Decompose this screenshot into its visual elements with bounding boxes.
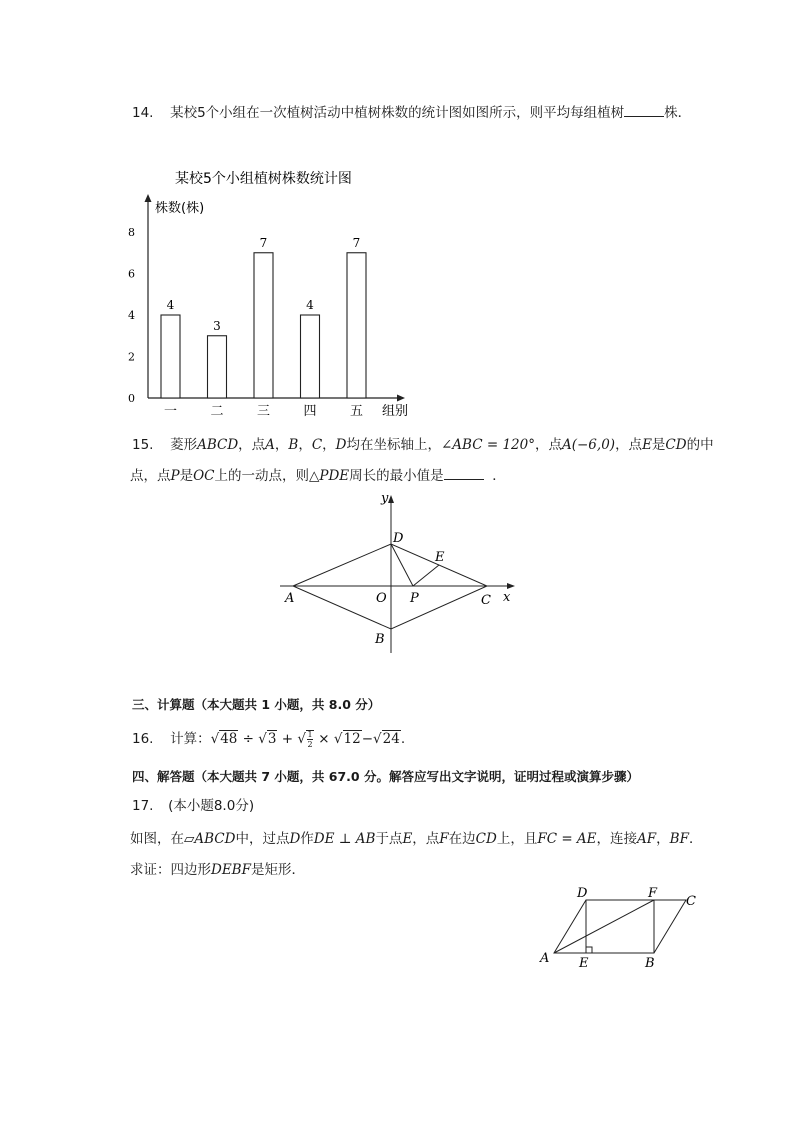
text: 是 (179, 468, 194, 484)
label-a: A (540, 951, 550, 966)
math-de-perp-ab: DE ⊥ AB (313, 831, 376, 847)
text: ，点 (615, 437, 643, 453)
label-e: E (435, 550, 445, 565)
y-tick-label: 0 (128, 392, 135, 405)
label-d: D (577, 886, 588, 901)
math-cd: CD (475, 831, 497, 847)
bar (161, 315, 180, 398)
x-category-label: 五 (349, 404, 364, 419)
parallelogram-figure (530, 882, 710, 972)
fraction-denominator: 2 (307, 740, 313, 749)
operator: − (361, 731, 374, 747)
label-y: y (381, 491, 389, 506)
question-14 (132, 103, 691, 123)
math-fc-eq-ae: FC = AE (537, 831, 597, 847)
text: 作 (300, 831, 314, 847)
math-oc: OC (193, 468, 215, 484)
math-e: E (642, 437, 652, 453)
question-16: 16. 计算：√48 ÷ √3 + √ $\frac{1}{2}$ × √12−√24. (132, 730, 406, 749)
math-f: F (439, 831, 449, 847)
question-15-line-2 (130, 466, 506, 486)
label-p: P (410, 591, 419, 606)
text: 中，过点 (235, 831, 290, 847)
text: 是矩形． (250, 862, 305, 878)
text: 周长的最小值是 (349, 468, 444, 484)
question-number: 16. (132, 731, 154, 747)
label-b: B (375, 632, 385, 647)
question-number: 14. (132, 105, 154, 121)
text: ，点 (534, 437, 562, 453)
bar (301, 315, 320, 398)
text: 均在坐标轴上， (346, 437, 441, 453)
text: 求证：四边形 (130, 862, 211, 878)
bar-chart (110, 160, 440, 425)
text: . (400, 731, 406, 747)
chart-title: 某校5个小组植树株数统计图 (175, 171, 352, 187)
text: ． (688, 831, 703, 847)
answer-blank (624, 103, 664, 117)
operator: × (314, 731, 334, 747)
text: 点，点 (130, 468, 171, 484)
math-pde: PDE (319, 468, 350, 484)
segment-af (554, 900, 654, 953)
text: 的中 (686, 437, 714, 453)
bar-data-label: 4 (306, 298, 314, 312)
math-cd: CD (665, 437, 687, 453)
bar-data-label: 7 (259, 235, 268, 250)
math-af: AF (637, 831, 657, 847)
bar (347, 253, 366, 398)
question-15-line-1 (132, 435, 714, 455)
text: ， (298, 437, 312, 453)
radicand-48: 48 (220, 731, 238, 747)
bar-data-label: 4 (166, 298, 175, 312)
text: ， (274, 437, 289, 453)
label-c: C (686, 894, 696, 909)
chart-ylabel: 株数(株) (155, 201, 205, 216)
label-a: A (285, 591, 295, 606)
label-c: C (481, 593, 491, 608)
y-axis-arrow (145, 194, 152, 202)
label-d: D (393, 531, 404, 546)
math-e: E (402, 831, 413, 847)
answer-blank (444, 466, 484, 480)
math-c: C (311, 437, 323, 453)
label-f: F (648, 886, 658, 901)
bar (254, 253, 273, 398)
text: 上，且 (496, 831, 538, 847)
section-4-title: 四、解答题（本大题共 7 小题，共 67.0 分。解答应写出文字说明，证明过程或演算步骤） (132, 769, 639, 784)
text: 上的一动点，则 (214, 468, 309, 484)
text: 于点 (375, 831, 403, 847)
fraction-numerator: 1 (307, 730, 313, 739)
operator: ÷ (238, 731, 259, 747)
math-p: P (170, 468, 180, 484)
math-b: B (288, 437, 299, 453)
question-text: 某校5个小组在一次植树活动中植树株数的统计图如图所示，则平均每组植树 (170, 105, 625, 121)
text: ， (656, 831, 670, 847)
text: ，点 (238, 437, 266, 453)
text: 如图，在 (130, 831, 184, 847)
x-axis-arrow (397, 395, 405, 402)
operator: + (277, 731, 298, 747)
text: 在边 (448, 831, 476, 847)
bar-data-label: 3 (213, 318, 221, 333)
radicand-12: 12 (343, 731, 361, 747)
math-d: D (289, 831, 301, 847)
segment-dp (391, 544, 413, 586)
x-axis-arrow (507, 583, 515, 589)
text: 计算： (170, 731, 211, 747)
math-d: D (335, 437, 347, 453)
x-category-label: 三 (256, 404, 271, 419)
y-axis-arrow (388, 495, 394, 503)
text: ，点 (412, 831, 440, 847)
segment-pe (413, 565, 439, 586)
radicand-3: 3 (267, 731, 277, 747)
math-abcd: ABCD (197, 437, 239, 453)
parallelogram-abcd (554, 900, 686, 953)
label-o: O (376, 591, 387, 606)
section-3-title: 三、计算题（本大题共 1 小题，共 8.0 分） (132, 697, 381, 712)
right-angle-mark (586, 947, 592, 953)
text: ， (322, 437, 336, 453)
text: ，连接 (596, 831, 638, 847)
x-category-label: 四 (303, 404, 317, 419)
bar (208, 336, 227, 398)
text: 是 (651, 437, 666, 453)
math-a: A (265, 437, 275, 453)
question-number: 15. (132, 437, 154, 453)
math-point-a: A(−6,0) (561, 437, 616, 453)
rhombus-figure (270, 488, 530, 658)
question-score: (本小题8.0分) (168, 798, 255, 814)
label-e: E (579, 956, 589, 971)
chart-xlabel: 组别 (382, 404, 409, 419)
question-17-header (132, 796, 254, 816)
math-bf: BF (669, 831, 689, 847)
question-17-line-1 (130, 829, 702, 849)
math-debf: DEBF (211, 862, 251, 878)
question-text-end: 株． (664, 105, 692, 121)
radicand-24: 24 (382, 731, 400, 747)
label-b: B (645, 956, 655, 971)
x-category-label: 二 (210, 404, 224, 419)
text: 菱形 (170, 437, 198, 453)
y-tick-label: 8 (128, 226, 135, 239)
math-angle: ∠ABC = 120° (441, 437, 535, 453)
y-tick-label: 2 (128, 350, 135, 364)
triangle-symbol: △ (309, 468, 320, 484)
label-x: x (503, 590, 511, 605)
y-tick-label: 4 (128, 309, 135, 322)
text: ． (492, 468, 506, 484)
bar-data-label: 7 (352, 235, 361, 250)
question-number: 17. (132, 798, 154, 814)
x-category-label: 一 (163, 404, 178, 419)
y-tick-label: 6 (128, 267, 135, 281)
math-parallelogram: ▱ABCD (184, 831, 236, 847)
question-17-line-2 (130, 860, 305, 880)
